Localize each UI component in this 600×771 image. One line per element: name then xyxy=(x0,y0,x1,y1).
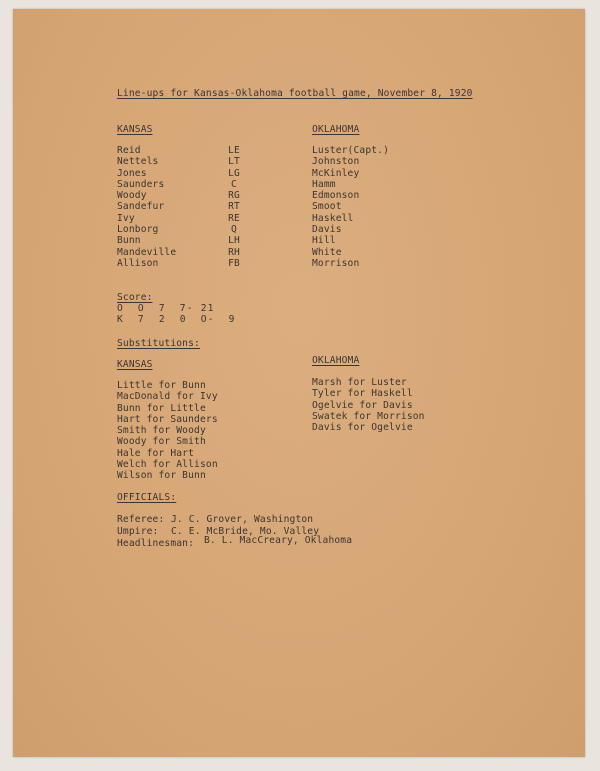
substitution-entry: Davis for Ogelvie xyxy=(312,422,413,434)
substitution-entry: Marsh for Luster xyxy=(312,377,407,388)
oklahoma-player: Davis xyxy=(312,224,342,236)
oklahoma-player: Luster(Capt.) xyxy=(312,145,390,156)
kansas-player: Jones xyxy=(117,167,147,179)
position-label: RT xyxy=(228,201,240,213)
kansas-substitutions xyxy=(117,380,218,482)
kansas-player: Saunders xyxy=(117,178,165,190)
substitution-entry: Tyler for Haskell xyxy=(312,388,413,400)
position-label: LT xyxy=(228,156,240,168)
kansas-player: Bunn xyxy=(117,235,141,247)
official-role: Referee: xyxy=(117,514,165,525)
position-label: RG xyxy=(228,190,240,202)
position-column xyxy=(222,145,246,269)
oklahoma-player: Johnston xyxy=(312,156,360,168)
position-label: RH xyxy=(228,246,240,258)
substitution-entry: MacDonald for Ivy xyxy=(117,391,218,403)
official-name: C. E. McBride, Mo. Valley xyxy=(171,526,320,537)
oklahoma-player: Edmonson xyxy=(312,190,360,202)
kansas-header: KANSAS xyxy=(117,124,153,135)
position-label: FB xyxy=(228,257,240,269)
kansas-player: Reid xyxy=(117,145,141,156)
oklahoma-player: Hill xyxy=(312,235,336,247)
subs-oklahoma-header: OKLAHOMA xyxy=(312,355,360,366)
oklahoma-header: OKLAHOMA xyxy=(312,124,360,135)
position-label: LG xyxy=(228,167,240,179)
oklahoma-player: Smoot xyxy=(312,201,342,213)
score-label: Score: xyxy=(117,292,153,303)
kansas-player: Lonborg xyxy=(117,224,159,236)
position-label: LH xyxy=(228,235,240,247)
kansas-player: Woody xyxy=(117,190,147,202)
oklahoma-player: McKinley xyxy=(312,167,360,179)
oklahoma-player: Haskell xyxy=(312,212,354,224)
oklahoma-player: White xyxy=(312,246,342,258)
kansas-player: Allison xyxy=(117,257,159,269)
oklahoma-player: Hamm xyxy=(312,178,336,190)
oklahoma-substitutions xyxy=(312,377,425,433)
substitution-entry: Ogelvie for Davis xyxy=(312,399,413,411)
kansas-player: Mandeville xyxy=(117,246,177,258)
substitution-entry: Bunn for Little xyxy=(117,402,206,414)
officials-label: OFFICIALS: xyxy=(117,492,177,503)
substitution-entry: Wilson for Bunn xyxy=(117,470,206,482)
substitution-entry: Hart for Saunders xyxy=(117,413,218,425)
kansas-player: Nettels xyxy=(117,156,159,168)
kansas-lineup xyxy=(117,145,176,269)
official-name: J. C. Grover, Washington xyxy=(171,514,314,525)
oklahoma-lineup xyxy=(312,145,389,269)
kansas-player: Sandefur xyxy=(117,201,165,213)
substitution-entry: Hale for Hart xyxy=(117,447,195,459)
subs-kansas-header: KANSAS xyxy=(117,359,153,370)
official-name: B. L. MacCreary, Oklahoma xyxy=(204,535,353,546)
substitution-entry: Little for Bunn xyxy=(117,380,206,391)
substitution-entry: Welch for Allison xyxy=(117,459,218,471)
document-title: Line-ups for Kansas-Oklahoma football game, November 8, 1920 xyxy=(117,88,473,99)
oklahoma-player: Morrison xyxy=(312,257,360,269)
substitution-entry: Woody for Smith xyxy=(117,436,206,448)
score-row-kansas: K 7 2 0 O- 9 xyxy=(117,314,236,325)
official-role: Headlinesman: xyxy=(117,538,195,549)
position-label: LE xyxy=(228,145,240,156)
score-row-oklahoma: O O 7 7- 21 xyxy=(117,303,215,314)
position-label: C xyxy=(231,178,237,190)
official-role: Umpire: xyxy=(117,526,159,537)
substitutions-label: Substitutions: xyxy=(117,338,200,349)
position-label: Q xyxy=(231,224,237,236)
kansas-player: Ivy xyxy=(117,212,135,224)
substitution-entry: Swatek for Morrison xyxy=(312,410,425,422)
substitution-entry: Smith for Woody xyxy=(117,425,206,437)
position-label: RE xyxy=(228,212,240,224)
